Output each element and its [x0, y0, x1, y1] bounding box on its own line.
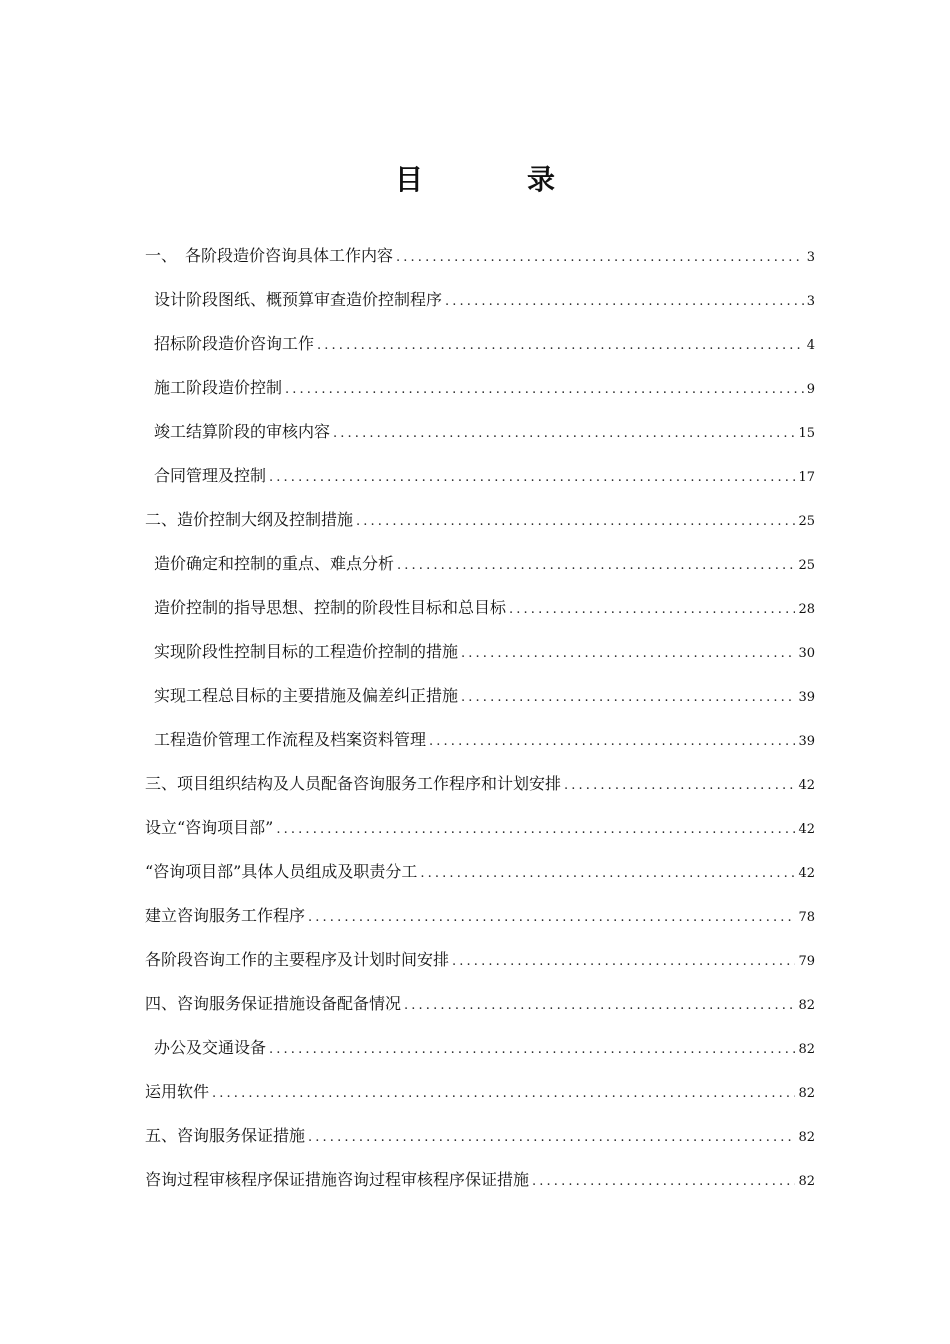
toc-entry[interactable]: [145, 1030, 815, 1074]
toc-dot-leader: [452, 944, 795, 980]
toc-entry[interactable]: [145, 590, 815, 634]
toc-entry-label: 咨询过程审核程序保证措施咨询过程审核程序保证措施: [145, 1170, 530, 1189]
table-of-contents: [145, 238, 815, 1206]
toc-dot-leader: [445, 284, 804, 320]
toc-entry-page-number: 3: [806, 250, 815, 265]
toc-dot-leader: [276, 812, 795, 848]
toc-entry[interactable]: [145, 678, 815, 722]
toc-entry-label: 建立咨询服务工作程序: [145, 906, 306, 925]
toc-entry[interactable]: [145, 370, 815, 414]
toc-entry-label: 设立“咨询项目部”: [145, 818, 274, 837]
toc-entry-page-number: 39: [798, 734, 815, 749]
toc-entry[interactable]: [145, 722, 815, 766]
toc-entry-label: 造价确定和控制的重点、难点分析: [154, 554, 395, 573]
toc-entry[interactable]: [145, 634, 815, 678]
toc-entry-label: 二、造价控制大纲及控制措施: [145, 510, 354, 529]
toc-entry-label: 三、项目组织结构及人员配备咨询服务工作程序和计划安排: [145, 774, 562, 793]
toc-entry-label: 四、咨询服务保证措施设备配备情况: [145, 994, 402, 1013]
toc-entry-label: 运用软件: [145, 1082, 210, 1101]
toc-entry-page-number: 42: [798, 822, 815, 837]
page-title: 目 录: [394, 163, 593, 196]
toc-entry-page-number: 42: [798, 778, 815, 793]
toc-entry-label: 五、咨询服务保证措施: [145, 1126, 306, 1145]
toc-dot-leader: [461, 680, 795, 716]
toc-dot-leader: [396, 240, 804, 276]
toc-entry-label: 造价控制的指导思想、控制的阶段性目标和总目标: [154, 598, 507, 617]
toc-entry-page-number: 82: [798, 1086, 815, 1101]
toc-entry-label: 工程造价管理工作流程及档案资料管理: [154, 730, 427, 749]
toc-entry[interactable]: [145, 326, 815, 370]
toc-entry-page-number: 4: [806, 338, 815, 353]
toc-entry-page-number: 82: [798, 1174, 815, 1189]
toc-entry-label: 实现阶段性控制目标的工程造价控制的措施: [154, 642, 459, 661]
toc-dot-leader: [420, 856, 795, 892]
toc-entry[interactable]: [145, 1118, 815, 1162]
toc-entry[interactable]: [145, 282, 815, 326]
toc-entry[interactable]: [145, 854, 815, 898]
toc-dot-leader: [308, 900, 795, 936]
toc-entry[interactable]: [145, 502, 815, 546]
toc-entry-label: 各阶段咨询工作的主要程序及计划时间安排: [145, 950, 450, 969]
toc-entry[interactable]: [145, 766, 815, 810]
toc-entry-label: 施工阶段造价控制: [154, 378, 283, 397]
toc-entry-page-number: 79: [798, 954, 815, 969]
toc-entry[interactable]: [145, 810, 815, 854]
toc-entry-page-number: 15: [798, 426, 815, 441]
toc-entry-page-number: 42: [798, 866, 815, 881]
toc-entry-page-number: 78: [798, 910, 815, 925]
toc-entry-page-number: 82: [798, 1042, 815, 1057]
toc-dot-leader: [532, 1164, 795, 1200]
toc-dot-leader: [212, 1076, 795, 1112]
toc-entry-label: 办公及交通设备: [154, 1038, 267, 1057]
toc-entry-label: 合同管理及控制: [154, 466, 267, 485]
toc-entry-label: 竣工结算阶段的审核内容: [154, 422, 331, 441]
toc-entry-page-number: 25: [798, 558, 815, 573]
toc-entry[interactable]: [145, 414, 815, 458]
toc-entry[interactable]: [145, 898, 815, 942]
toc-dot-leader: [269, 460, 795, 496]
toc-entry-page-number: 82: [798, 998, 815, 1013]
toc-entry[interactable]: [145, 986, 815, 1030]
toc-dot-leader: [308, 1120, 795, 1156]
toc-dot-leader: [509, 592, 795, 628]
toc-entry-label: “咨询项目部”具体人员组成及职责分工: [145, 862, 418, 881]
toc-dot-leader: [397, 548, 795, 584]
toc-entry[interactable]: [145, 1074, 815, 1118]
toc-entry-page-number: 3: [806, 294, 815, 309]
toc-dot-leader: [429, 724, 795, 760]
toc-entry-label: 一、 各阶段造价咨询具体工作内容: [145, 246, 394, 265]
toc-dot-leader: [269, 1032, 795, 1068]
toc-entry-page-number: 9: [806, 382, 815, 397]
toc-entry[interactable]: [145, 546, 815, 590]
toc-entry-page-number: 25: [798, 514, 815, 529]
toc-entry-page-number: 82: [798, 1130, 815, 1145]
toc-entry-page-number: 28: [798, 602, 815, 617]
toc-dot-leader: [356, 504, 795, 540]
toc-entry-page-number: 39: [798, 690, 815, 705]
toc-dot-leader: [461, 636, 795, 672]
toc-entry[interactable]: [145, 1162, 815, 1206]
toc-entry[interactable]: [145, 458, 815, 502]
toc-dot-leader: [285, 372, 804, 408]
toc-entry-page-number: 30: [798, 646, 815, 661]
toc-entry-label: 招标阶段造价咨询工作: [154, 334, 315, 353]
toc-entry[interactable]: [145, 238, 815, 282]
toc-dot-leader: [333, 416, 795, 452]
toc-dot-leader: [317, 328, 804, 364]
toc-entry-label: 实现工程总目标的主要措施及偏差纠正措施: [154, 686, 459, 705]
toc-entry[interactable]: [145, 942, 815, 986]
toc-entry-page-number: 17: [798, 470, 815, 485]
toc-entry-label: 设计阶段图纸、概预算审查造价控制程序: [154, 290, 443, 309]
toc-dot-leader: [564, 768, 795, 804]
toc-dot-leader: [404, 988, 795, 1024]
